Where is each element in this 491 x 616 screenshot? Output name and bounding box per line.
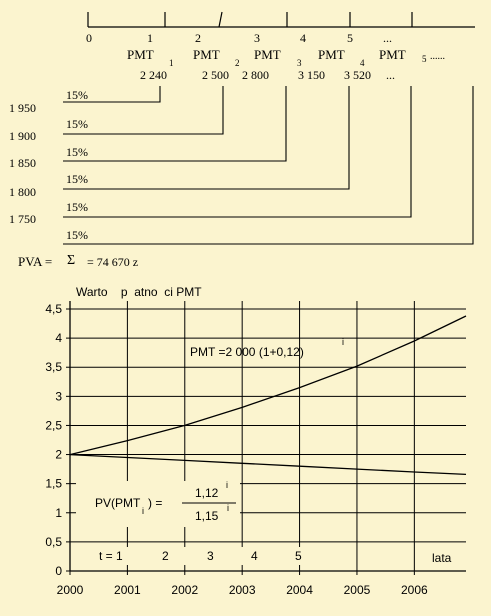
y-tick-label: 0 bbox=[55, 564, 62, 578]
pmt-label: PMT bbox=[254, 47, 281, 62]
y-tick-labels bbox=[45, 302, 70, 578]
x-tick-label: 2002 bbox=[171, 583, 199, 597]
pmt-trailing-dots: ...... bbox=[430, 51, 445, 62]
rate-label: 15% bbox=[66, 117, 88, 131]
present-value: 1 750 bbox=[9, 212, 36, 226]
series-line-payments bbox=[70, 316, 466, 455]
pv-denominator: 1,15 bbox=[195, 509, 219, 523]
present-value: 1 950 bbox=[9, 101, 36, 115]
timeline-tick-label: 4 bbox=[300, 31, 306, 45]
y-tick-label: 1 bbox=[55, 505, 62, 520]
y-tick-label: 0,5 bbox=[45, 534, 62, 549]
period-label: 5 bbox=[295, 549, 302, 563]
pv-label: PV(PMT bbox=[95, 496, 141, 510]
chart-grid bbox=[70, 301, 466, 571]
x-tick-label: 2001 bbox=[114, 583, 141, 597]
sigma-symbol: Σ bbox=[67, 253, 76, 268]
timeline bbox=[86, 12, 475, 82]
present-value: 1 800 bbox=[9, 185, 36, 199]
x-tick-label: 2003 bbox=[228, 583, 256, 597]
payment-amount: 2 240 bbox=[140, 68, 167, 82]
y-tick-label: 1,5 bbox=[45, 476, 62, 491]
pv-den-exponent: i bbox=[227, 503, 229, 513]
payment-amount: ... bbox=[386, 68, 395, 82]
chart-series bbox=[70, 316, 466, 474]
pv-numerator: 1,12 bbox=[195, 486, 219, 500]
y-tick-label: 4 bbox=[55, 331, 62, 346]
x-tick-label: 2000 bbox=[56, 583, 84, 597]
timeline-tick-label: 5 bbox=[347, 31, 353, 45]
payment-amount: 3 150 bbox=[298, 68, 325, 82]
discount-bracket bbox=[63, 86, 286, 161]
timeline-tick-label: 3 bbox=[254, 31, 260, 45]
pv-paren: ) = bbox=[148, 496, 163, 510]
pmt-label: PMT bbox=[193, 47, 220, 62]
x-tick-label: 2006 bbox=[400, 583, 428, 597]
timeline-tick-label: 1 bbox=[147, 31, 153, 45]
discount-bracket bbox=[63, 86, 411, 217]
period-label: 4 bbox=[251, 549, 258, 563]
x-tick-label: 2004 bbox=[286, 583, 313, 597]
present-value: 1 850 bbox=[9, 156, 36, 170]
rate-label: 15% bbox=[66, 88, 88, 102]
payment-amount: 3 520 bbox=[344, 68, 371, 82]
y-tick-label: 3 bbox=[55, 389, 62, 404]
pmt-subscript: 3 bbox=[297, 58, 302, 68]
y-axis-label: Warto p atno ci PMT bbox=[76, 285, 202, 299]
rate-label: 15% bbox=[66, 172, 88, 186]
y-tick-label: 4,5 bbox=[45, 302, 62, 316]
x-tick-label: 2005 bbox=[343, 583, 371, 597]
x-unit-label: lata bbox=[432, 551, 452, 565]
pmt-label: PMT bbox=[379, 47, 406, 62]
pmt-subscript: 5 bbox=[422, 54, 427, 64]
pmt-label: PMT bbox=[127, 47, 154, 62]
pmt-label: PMT bbox=[318, 47, 345, 62]
y-tick-label: 3,5 bbox=[45, 360, 62, 375]
pv-subscript: i bbox=[142, 506, 144, 516]
timeline-tick-label: 0 bbox=[86, 31, 92, 45]
chart bbox=[45, 285, 466, 597]
pva-label: PVA = bbox=[18, 254, 53, 269]
pv-num-exponent: i bbox=[226, 480, 228, 490]
timeline-tick bbox=[219, 12, 222, 27]
y-tick-label: 2,5 bbox=[45, 418, 62, 433]
rate-label: 15% bbox=[66, 145, 88, 159]
payment-amount: 2 800 bbox=[242, 68, 269, 82]
timeline-tick-label: 2 bbox=[195, 31, 201, 45]
period-label: 3 bbox=[207, 549, 214, 563]
pmt-subscript: 1 bbox=[169, 58, 174, 68]
discounting bbox=[63, 86, 473, 244]
rate-label: 15% bbox=[66, 228, 88, 242]
timeline-tick-label: ... bbox=[383, 31, 392, 45]
pmt-subscript: 2 bbox=[235, 58, 240, 68]
payment-amount: 2 500 bbox=[202, 68, 229, 82]
growth-formula: PMT =2 000 (1+0,12) bbox=[190, 345, 304, 359]
discount-labels bbox=[9, 88, 138, 269]
pva-value: = 74 670 z bbox=[87, 255, 139, 269]
pmt-subscript: 4 bbox=[360, 58, 365, 68]
series-line-present-values bbox=[70, 455, 466, 475]
y-tick-label: 2 bbox=[55, 447, 62, 462]
rate-label: 15% bbox=[66, 200, 88, 214]
present-value: 1 900 bbox=[9, 129, 36, 143]
growth-exponent: i bbox=[342, 337, 344, 347]
period-label: t = 1 bbox=[99, 549, 123, 563]
period-label: 2 bbox=[162, 549, 169, 563]
x-tick-labels bbox=[57, 571, 428, 597]
